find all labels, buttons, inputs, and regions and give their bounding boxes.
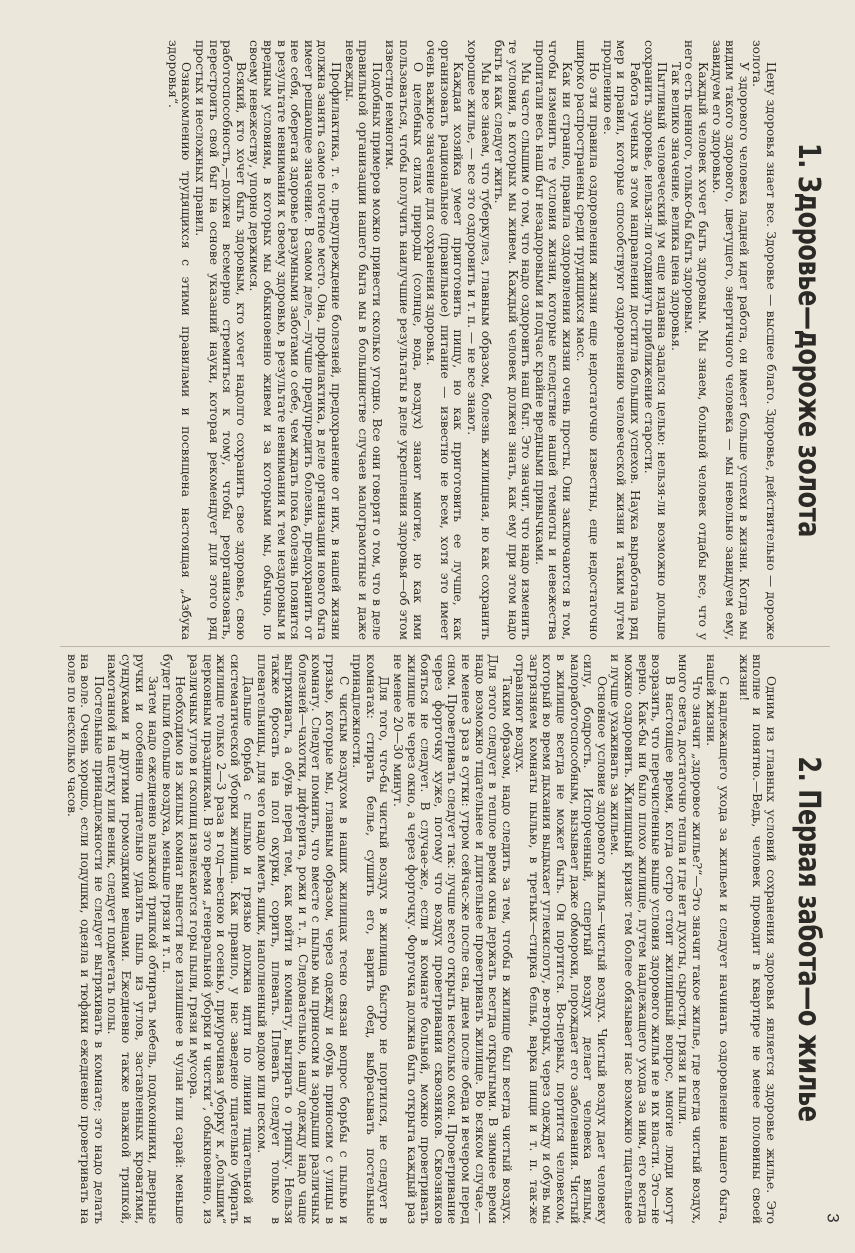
paragraph: Работа ученых в этом направлении достигла больших успехов. Наука выработала ряд мер и правил, которые способствуют оздоровлению человеческой жизни и таким путем продлению ее.: [600, 40, 643, 640]
article-health-title: 1. Здоровье—дороже золота: [791, 142, 826, 538]
paragraph: Основное условие здорового жилья—чистый воздух. Чистый воздух дает человеку силу, бодрость. Испорченный, спертый воздух делает человека вялым, малоработоспособным, вызывает даже обмороки, порождает его заболевания. Чистый в жилище всегда не может быть. Он портится. Во-первых, портится человеком, который во время дыхания выдыхает углекислоту, во-вторых, через одежду и обувь мы загрязняем комнаты пылью, в третьих—стирка белья, варка пищи и т. п. так-же отравляют воздух.: [513, 654, 609, 1224]
paragraph: Что значит „здоровое жилье?“—Это значит такое жилье, где всегда чистый воздух, много света, достаточно тепла и где нет духоты, сырости, грязи и пыли.: [676, 654, 705, 1224]
paragraph: Постельные принадлежности не следует вытряхивать в комнате; это надо делать на воле. Очень хорошо, если подушки, одеяла и тюфяки ежедневно проветривать на воле по несколько часов.: [64, 654, 106, 1224]
article-housing-rotated: [60, 654, 830, 1224]
paragraph: Мы часто слышим о том, что надо оздоровить наш быт. Это значит, что надо изменить те условия, в которых мы живем. Каждый человек должен знать, как ему при этом надо быть и как следует жить.: [492, 40, 534, 640]
article-housing-section: [60, 654, 830, 1224]
paragraph: Таким образом, надо следить за тем, чтобы в жилище был всегда чистый воздух. Для этого следует в теплое время окна держать всегда открытыми. В зимнее время надо возможно тщательнее и длительнее проветривать жилище. Во всяком случае,—не менее 3 раз в сутки: утром сейчас-же после сна, днем после обеда и вечером перед сном. Проветривать следует так: лучше всего открыть несколько окон. Проветривание через форточку хуже, потому что воздух проветривания сквозняков. Сквозняков бояться не следует. В случае-же, если в комнате больной, можно проветривать жилище не через окно, а через форточку. Форточка должна быть открыта каждый раз не менее 20—30 минут.: [390, 654, 514, 1224]
paragraph: Подобных примеров можно привести сколько угодно. Все они говорят о том, что в деле правильной организации нашего быта мы в большинстве случаев малограмотные и даже невежды.: [342, 40, 384, 640]
paragraph: Цену здоровья знает все. Здоровье — высшее благо. Здоровье, действительно — дороже золота.: [750, 40, 778, 640]
page-number: 3: [823, 1213, 843, 1223]
paragraph: С чистым воздухом в наших жилищах тесно связан вопрос борьбы с пылью и грязью, которые мы, главным образом, через одежду и обувь приносим с улицы в комнату. Следует помнить, что вместе с пылью мы приносим и зародыши различных болезней—чахотки, дифтерита, рожи и т. д. Следовательно, нашу одежду надо чаще вытряхивать, а обувь перед тем, как войти в комнату, вытирать о тряпку. Нельзя также бросать на пол окурки, сорить, плевать. Плевать следует только в плевательницы, для чего надо иметь ящик, наполненный водою или песком.: [255, 654, 351, 1224]
paragraph: Всякий, кто хочет быть здоровым, кто хочет надолго сохранить свое здоровье, свою работоспособность,—должен всемерно стремиться к тому, чтобы реорганизовать, перестроить свой быт на основе указаний науки, которая рекомендует для этого ряд простых и несложных правил.: [193, 40, 248, 640]
article-health-body: [165, 40, 777, 640]
paragraph: О целебных силах природы (солнце, вода, воздух) знают многие, но как ими пользоваться, чтобы получить наилучшие результаты в деле укрепления здоровья—об этом известно немногим.: [383, 40, 425, 640]
paragraph: Затем надо ежедневно влажной тряпкой обтирать мебель, подоконники, дверные ручки и особенно тщательно удалять пыль из углов, заставленных кроватями, сундуками и другими громоздкими вещами. Ежедневно также влажной тряпкой, намотанной на щетку или веник, следует подметать полы.: [105, 654, 161, 1224]
paragraph: С надлежащего ухода за жильем и следует начинать оздоровление нашего быта, нашей жизни.: [703, 654, 732, 1224]
article-health-rotated: [60, 40, 830, 640]
paragraph: Профилактика, т. е. предупреждение болезней, предохранение от них, в нашей жизни должна занять самое почетное место. Она, профилактика, в деле организации нового быта имеет решающее значение. В самом деле,—лучше предупредить болезнь, предохранить от нее себя, оберегая здоровье разумными заботами о себе, чем ждать пока болезнь появится в результате невнимания к своему здоровью, в результате невнимания к тем нездоровым и вредным условиям, в которых мы обыкновенно живем и за которыми мы, обычно, по своему невежеству, упорно держимся.: [247, 40, 343, 640]
paragraph: Пытливый человеческий ум еще издавна задался целью: нельзя-ли возможно дольше сохранить здоровье, нельзя-ли отодвинуть приближение старости.: [641, 40, 670, 640]
paragraph: Необходимо из жилых комнат вынести все излишнее в чулан или сарай: меньше будет пыли больше воздуха, меньше грязи и т. п.: [159, 654, 188, 1224]
paragraph: Ознакомлению трудящихся с этими правилами и посвящена настоящая „Азбука здоровья“.: [165, 40, 194, 640]
paragraph: Каждая хозяйка умеет приготовить пищу, но как приготовить ее лучше, как организовать рациональное (правильное) питание — известно не всем, хотя это имеет очень важное значение для сохранения здоровья.: [424, 40, 466, 640]
article-housing-title: 2. Первая забота—о жилье: [791, 756, 826, 1122]
article-housing-body: [64, 654, 730, 1224]
paragraph: Мы все знаем, что туберкулез, главным образом, болезнь жилищная, но как сохранить хорошее жилье, — все это оздоровить и т. п. — не все знают.: [464, 40, 493, 640]
paragraph: В настоящее время, когда остро стоит жилищный вопрос, многие люди могут возразить, что перечисленные выше условия здорового жилья не в их власти. Это—не верно. Как-бы ни было плохо жилище, путем надлежащего ухода за ним, его всегда можно оздоровить. Жилищный кризис тем более обязывает нас возможно тщательнее и лучше ухаживать за жильем.: [608, 654, 677, 1224]
paragraph: У здорового человека ладней идет работа, он имеет больше успехи в жизни. Когда мы видим такого здорового, цветущего, энергичного человека — мы невольно завидуем ему, завидуем его здоровью.: [709, 40, 751, 640]
section-divider: [60, 646, 830, 647]
paragraph: Каждый человек хочет быть здоровым. Мы знаем, больной человек отдабы все, что у него есть ценного, только-бы быть здоровым.: [682, 40, 711, 640]
paragraph: Как ни странно, правила оздоровления жизни очень просты. Они заключаются в том, чтобы изменить те условия жизни, которые вследствие нашей темноты и невежества пропитали весь наш быт незадоровыми и подчас крайне вредными привычками.: [532, 40, 575, 640]
paragraph: Так велико значение, велика цена здоровья.: [668, 62, 683, 351]
paragraph: Но эти правила оздоровления жизни еще недостаточно известны, еще недостаточно широко распространены среди трудящихся масс.: [573, 40, 602, 640]
article-housing-epigraph: Одним из главных условий сохранения здоровья является здоровье жилье. Это вполне и понятно.—Ведь, человек проводит в квартире не менее половины своей жизни!: [736, 654, 778, 1224]
article-health-section: [60, 40, 830, 640]
paragraph: Дальше борьба с пылью и грязью должна идти по линии тщательной и систематической уборки жилища. Как правило, у нас заведено тщательно убирать жилище только 2—3 раза в год—весною и осенью, приурочивая уборку к „большим“ церковным праздникам. В это время „генеральной уборки и чистки“, обыкновенно, из различных углов и скопищ извлекаются горы пыли, грязи и мусора.: [187, 654, 256, 1224]
paragraph: Для того, что-бы чистый воздух в жилища быстро не портился, не следует в комнатах: стирать белье, сушить его, варить обед, выбрасывать постельные принадлежности.: [350, 654, 392, 1224]
